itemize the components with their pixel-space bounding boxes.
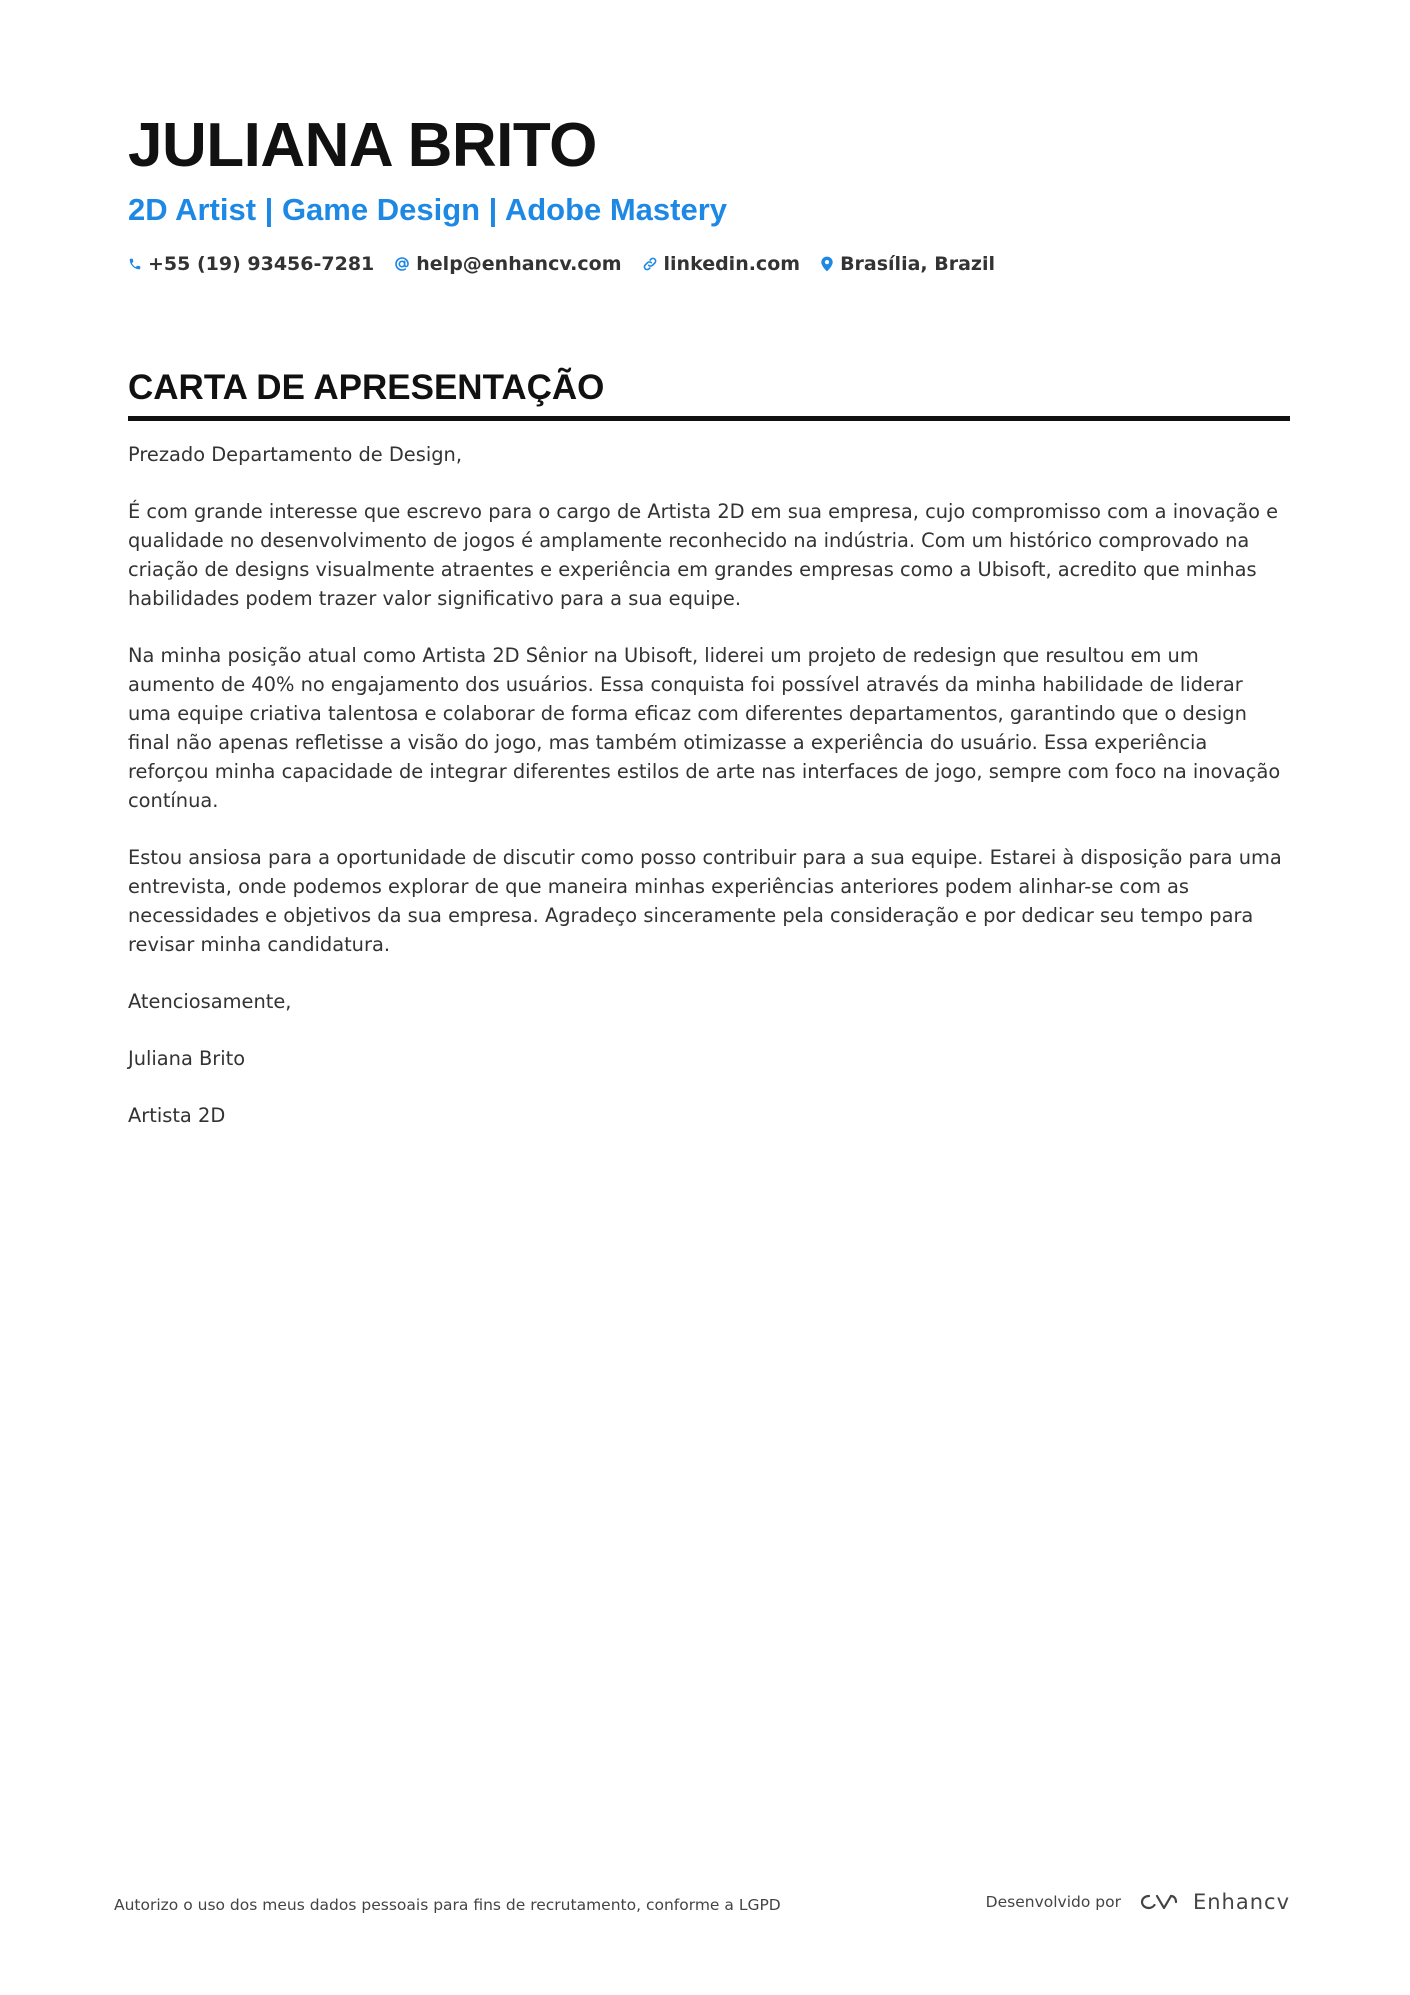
link-icon	[642, 256, 658, 272]
letter-closing: Atenciosamente,	[128, 990, 292, 1013]
contact-location-text: Brasília, Brazil	[840, 253, 995, 275]
letter-body	[128, 440, 1290, 1158]
powered-by-label: Desenvolvido por	[985, 1893, 1121, 1911]
contact-location	[820, 253, 995, 275]
candidate-headline: 2D Artist | Game Design | Adobe Mastery	[128, 192, 728, 227]
letter-paragraph: É com grande interesse que escrevo para o cargo de Artista 2D em sua empresa, cujo compromisso com a inovação e qualidade no desenvolvimento de jogos é amplamente reconhecido na indústria. Com um histórico comprovado na criação de designs visualmente atraentes e experiência em grandes empresas como a Ubisoft, acredito que minhas habilidades podem trazer valor significativo para a sua equipe.	[128, 500, 1279, 610]
contact-phone[interactable]	[128, 253, 374, 275]
brand-name: Enhancv	[1192, 1890, 1290, 1914]
consent-note: Autorizo o uso dos meus dados pessoais para fins de recrutamento, conforme a LGPD	[114, 1896, 781, 1914]
section-title: CARTA DE APRESENTAÇÃO	[128, 366, 1290, 421]
letter-greeting: Prezado Departamento de Design,	[128, 443, 462, 466]
contact-phone-text: +55 (19) 93456-7281	[148, 253, 375, 275]
contact-bar	[128, 253, 1015, 275]
at-icon	[394, 256, 410, 272]
phone-icon	[128, 257, 142, 271]
signature-name: Juliana Brito	[128, 1047, 246, 1070]
enhancv-logo-icon	[1135, 1890, 1181, 1914]
location-pin-icon	[820, 256, 834, 272]
contact-email[interactable]	[394, 253, 621, 275]
powered-by[interactable]	[986, 1890, 1290, 1914]
letter-paragraph: Na minha posição atual como Artista 2D Sênior na Ubisoft, liderei um projeto de redesign que resultou em um aumento de 40% no engajamento dos usuários. Essa conquista foi possível através da minha habilidade de liderar uma equipe criativa talentosa e colaborar de forma eficaz com diferentes departamentos, garantindo que o design final não apenas refletisse a visão do jogo, mas também otimizasse a experiência do usuário. Essa experiência reforçou minha capacidade de integrar diferentes estilos de arte nas interfaces de jogo, sempre com foco na inovação contínua.	[128, 644, 1281, 812]
candidate-name: JULIANA BRITO	[128, 111, 597, 180]
contact-linkedin-text: linkedin.com	[663, 253, 801, 275]
letter-paragraph: Estou ansiosa para a oportunidade de discutir como posso contribuir para a sua equipe. Estarei à disposição para uma entrevista, onde podemos explorar de que maneira minhas experiências anteriores podem alinhar-se com as necessidades e objetivos da sua empresa. Agradeço sinceramente pela consideração e por dedicar seu tempo para revisar minha candidatura.	[128, 846, 1282, 956]
signature-title: Artista 2D	[128, 1104, 226, 1127]
contact-linkedin[interactable]	[642, 253, 801, 275]
contact-email-text: help@enhancv.com	[416, 253, 622, 275]
